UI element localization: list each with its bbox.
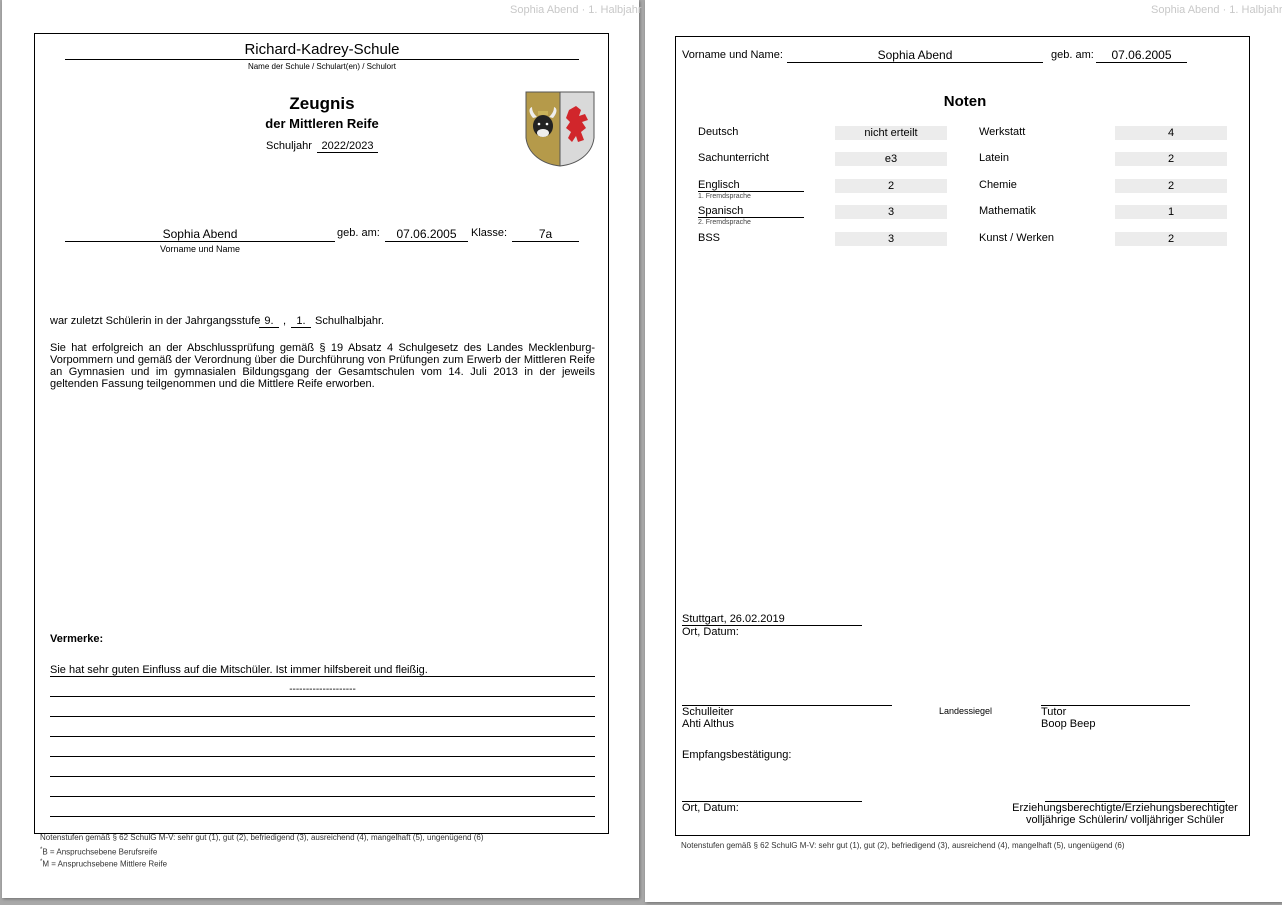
footnote-b: *B = Anspruchsebene Berufsreife bbox=[40, 847, 158, 857]
remarks-label: Vermerke: bbox=[50, 633, 104, 645]
remark-rule bbox=[50, 796, 595, 797]
place-date: Stuttgart, 26.02.2019 bbox=[682, 613, 862, 626]
seal-label: Landessiegel bbox=[939, 706, 993, 716]
grades-title: Noten bbox=[943, 93, 987, 110]
schoolyear-value: 2022/2023 bbox=[317, 140, 378, 153]
grade-value: 2 bbox=[1115, 152, 1227, 166]
grade-level-value: 9. bbox=[259, 315, 279, 328]
student-name: Sophia Abend bbox=[787, 48, 1043, 63]
grade-value: 3 bbox=[835, 232, 947, 246]
name-label: Vorname und Name: bbox=[682, 49, 783, 61]
remark-rule bbox=[50, 716, 595, 717]
student-name: Sophia Abend bbox=[162, 227, 238, 241]
class-value: 7a bbox=[512, 227, 579, 242]
school-name-line bbox=[65, 59, 579, 60]
remark-rule bbox=[50, 676, 595, 677]
birth-label: geb. am: bbox=[337, 227, 380, 239]
grade-value: 2 bbox=[1115, 179, 1227, 193]
grade-level-suffix: Schulhalbjahr. bbox=[315, 315, 385, 327]
certificate-paragraph: Sie hat erfolgreich an der Abschlussprüfung gemäß § 19 Absatz 4 Schulgesetz des Landes Mecklenburg-Vorpommern und gemäß der Verordnung über die Durchführung von Prüfungen zum Erwerb der Mittleren Reife an Gymnasien und im gymnasialen Bildungsgang der Gesamtschulen vom 14. Juli 2013 in der jeweils geltenden Fassung teilgenommen und die Mittlere Reife erworben. bbox=[50, 342, 595, 390]
tutor-name: Boop Beep bbox=[1041, 718, 1096, 730]
grade-value: 3 bbox=[835, 205, 947, 219]
footnote-grades: Notenstufen gemäß § 62 SchulG M-V: sehr gut (1), gut (2), befriedigend (3), ausreichend (4), mangelhaft (5), ungenügend (6) bbox=[681, 841, 1125, 850]
student-name-line bbox=[65, 241, 335, 242]
grade-value: 1 bbox=[1115, 205, 1227, 219]
subject-name: Mathematik bbox=[979, 205, 1036, 217]
remark-line-2: -------------------- bbox=[289, 684, 356, 695]
grade-value: e3 bbox=[835, 152, 947, 166]
grade-value: nicht erteilt bbox=[835, 126, 947, 140]
subject-name: Kunst / Werken bbox=[979, 232, 1054, 244]
grade-level-separator: , bbox=[283, 315, 287, 327]
class-label: Klasse: bbox=[471, 227, 508, 239]
principal-name: Ahti Althus bbox=[682, 718, 734, 730]
remark-rule bbox=[50, 816, 595, 817]
remark-rule bbox=[50, 736, 595, 737]
tutor-label: Tutor bbox=[1041, 706, 1067, 718]
coat-of-arms-icon bbox=[524, 90, 596, 168]
subject-name: BSS bbox=[698, 232, 721, 244]
subject-subcaption: 1. Fremdsprache bbox=[698, 193, 751, 200]
certificate-page-1 bbox=[2, 0, 642, 898]
school-caption: Name der Schule / Schulart(en) / Schulort bbox=[247, 62, 397, 71]
grade-value: 2 bbox=[1115, 232, 1227, 246]
principal-label: Schulleiter bbox=[682, 706, 734, 718]
footnote-m: *M = Anspruchsebene Mittlere Reife bbox=[40, 859, 168, 869]
certificate-frame bbox=[34, 33, 609, 834]
birth-label: geb. am: bbox=[1051, 49, 1094, 61]
footnote-grades: Notenstufen gemäß § 62 SchulG M-V: sehr gut (1), gut (2), befriedigend (3), ausreichend (4), mangelhaft (5), ungenügend (6) bbox=[40, 833, 484, 842]
half-year-value: 1. bbox=[291, 315, 311, 328]
page-header-mark: Sophia Abend · 1. Halbjahr bbox=[1151, 4, 1282, 16]
certificate-subtitle: der Mittleren Reife bbox=[265, 116, 379, 131]
certificate-title: Zeugnis bbox=[289, 94, 355, 113]
schoolyear-label: Schuljahr bbox=[266, 140, 312, 152]
subject-name: Chemie bbox=[979, 179, 1017, 191]
subject-name: Deutsch bbox=[698, 126, 739, 138]
page-header-mark: Sophia Abend · 1. Halbjahr bbox=[510, 4, 642, 16]
grade-value: 2 bbox=[835, 179, 947, 193]
subject-subcaption: 2. Fremdsprache bbox=[698, 219, 751, 226]
remark-rule bbox=[50, 776, 595, 777]
subject-name: Sachunterricht bbox=[698, 152, 769, 164]
remark-rule bbox=[50, 696, 595, 697]
guardian-label: Erziehungsberechtigte/Erziehungsberechtigter volljährige Schülerin/ volljähriger Schüler bbox=[1012, 802, 1238, 826]
certificate-page-2 bbox=[645, 0, 1282, 902]
school-name: Richard-Kadrey-Schule bbox=[244, 41, 400, 58]
subject-name: Spanisch bbox=[698, 205, 804, 218]
subject-name: Werkstatt bbox=[979, 126, 1026, 138]
name-caption: Vorname und Name bbox=[159, 244, 241, 254]
subject-name: Englisch bbox=[698, 179, 804, 192]
grade-value: 4 bbox=[1115, 126, 1227, 140]
receipt-date-caption: Ort, Datum: bbox=[682, 802, 739, 814]
remark-line-1: Sie hat sehr guten Einfluss auf die Mitschüler. Ist immer hilfsbereit und fleißig. bbox=[50, 664, 428, 676]
place-date-caption: Ort, Datum: bbox=[682, 626, 739, 638]
birth-date: 07.06.2005 bbox=[385, 227, 468, 242]
remark-rule bbox=[50, 756, 595, 757]
receipt-label: Empfangsbestätigung: bbox=[682, 749, 792, 761]
grade-level-prefix: war zuletzt Schülerin in der Jahrgangsstufe bbox=[50, 315, 261, 327]
subject-name: Latein bbox=[979, 152, 1009, 164]
birth-date: 07.06.2005 bbox=[1096, 48, 1187, 63]
